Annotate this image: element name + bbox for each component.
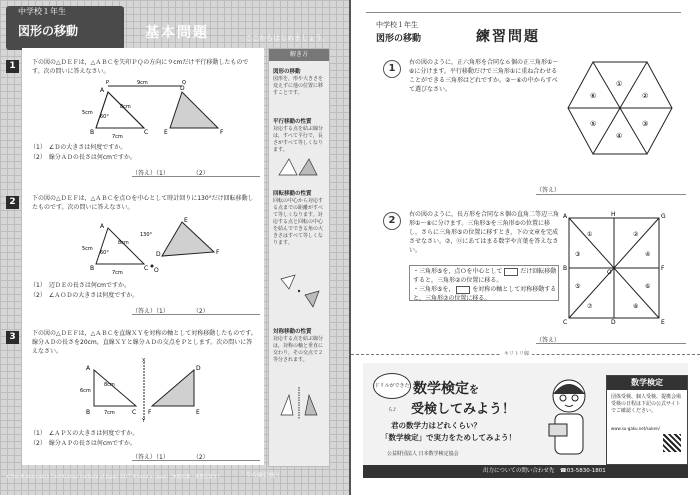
svg-text:8cm: 8cm xyxy=(120,104,131,110)
question-1-answer[interactable]: （答え）（1） （2） xyxy=(132,170,209,177)
svg-text:8cm: 8cm xyxy=(118,240,129,246)
advert-headline-particle: を xyxy=(469,385,479,396)
question-number-1: 1 xyxy=(6,60,19,73)
svg-text:6cm: 6cm xyxy=(80,388,91,394)
svg-text:C: C xyxy=(144,265,149,272)
svg-text:A: A xyxy=(100,87,105,94)
rectangle-figure xyxy=(563,212,669,324)
question-2-sub-1: （1） 辺ＤＥの長さは何cmですか。 xyxy=(30,282,130,289)
right-grade: 中学校１年生 xyxy=(376,21,418,29)
advert-headline-brand xyxy=(413,378,479,398)
question-2-answer-line xyxy=(132,314,260,315)
svg-text:C: C xyxy=(144,129,149,136)
svg-text:D: D xyxy=(196,365,201,372)
svg-text:5cm: 5cm xyxy=(82,246,93,252)
practice-number-2: 2 xyxy=(383,212,401,230)
svg-text:⑤: ⑤ xyxy=(575,283,581,290)
hexagon-figure xyxy=(566,60,674,156)
blank-box-rotation[interactable] xyxy=(504,268,518,276)
svg-text:D: D xyxy=(156,251,161,258)
hint-body-reflection: 対応する点を結ぶ線分は，対称の軸と垂直に交わり，その交点で２等分されます。 xyxy=(273,336,324,363)
svg-text:C: C xyxy=(132,409,137,416)
reflection-hint-figure xyxy=(275,385,323,421)
section-title-practice: 練習問題 xyxy=(476,29,540,45)
continue-note: うら面に続く xyxy=(245,472,282,479)
svg-text:D: D xyxy=(180,85,185,92)
advert-contact: 出力についての問い合わせ先 ☎03-5830-1801 xyxy=(483,468,606,474)
svg-text:60°: 60° xyxy=(100,114,109,120)
svg-text:⑦: ⑦ xyxy=(587,303,593,310)
svg-text:②: ② xyxy=(633,231,639,238)
advert-url[interactable]: www.su-gaku.net/suken/ xyxy=(611,426,660,431)
svg-text:④: ④ xyxy=(616,132,623,140)
practice-2-text: 右の図のように，長方形を合同な８個の直角二等辺三角形①〜⑧に分けます。三角形③を三角形⑤の位置に移し，さらに三角形⑤の位置に移すとき，下の文章を完成させなさい。⑦，⓪にあてはまる数字や言葉を答えなさい。 xyxy=(409,211,560,254)
hint-title-reflection: 対称移動の性質 xyxy=(273,329,312,335)
translation-figure xyxy=(82,80,242,140)
hint-sidebar xyxy=(268,48,330,467)
svg-text:E: E xyxy=(164,129,168,136)
svg-text:P: P xyxy=(106,80,110,86)
suken-brand-bar: 数学検定 xyxy=(607,376,687,390)
section-title-basic: 基本問題 xyxy=(145,25,209,41)
svg-text:E: E xyxy=(661,319,665,326)
svg-text:⑤: ⑤ xyxy=(590,120,597,128)
fill-in-reflection-tail: を対称の軸として対称移動すると，三角形⑦の位置に移る。 xyxy=(413,286,557,302)
advert-sub-1: 君の数学力はどれくらい？ xyxy=(391,421,481,430)
practice-number-1: 1 xyxy=(383,60,401,78)
svg-text:X: X xyxy=(142,358,146,364)
hint-title-translation: 平行移動の性質 xyxy=(273,119,312,125)
hint-body-translation: 対応する点を結ぶ線分は，すべて平行で，長さがすべて等しくなります。 xyxy=(273,126,324,153)
copyright-footer: ©The Mathematics Certification Institute of Japan 2017 Printed in Japan（無断転載・複製を禁ず） xyxy=(6,475,222,480)
problem-paper xyxy=(9,48,264,465)
svg-text:①: ① xyxy=(587,231,593,238)
svg-text:O: O xyxy=(154,267,159,274)
mascot-illustration xyxy=(541,372,597,460)
svg-text:E: E xyxy=(196,409,200,416)
svg-text:B: B xyxy=(90,129,95,136)
hint-title-rotation: 回転移動の性質 xyxy=(273,191,312,197)
svg-text:②: ② xyxy=(642,92,649,100)
advert-headline-2: 受検してみよう！ xyxy=(411,402,516,417)
svg-text:C: C xyxy=(563,319,568,326)
practice-2-answer-line xyxy=(536,343,686,344)
svg-text:7cm: 7cm xyxy=(104,410,115,416)
svg-text:Q: Q xyxy=(182,80,186,86)
practice-1-answer-line xyxy=(536,194,686,195)
svg-text:④: ④ xyxy=(645,251,651,258)
svg-text:③: ③ xyxy=(575,251,581,258)
svg-text:F: F xyxy=(148,409,152,416)
blank-box-reflection[interactable] xyxy=(456,286,470,294)
right-unit-title: 図形の移動 xyxy=(376,34,422,44)
svg-text:F: F xyxy=(661,265,665,272)
svg-text:G: G xyxy=(661,213,666,220)
question-3-answer-line xyxy=(132,460,260,461)
svg-text:7cm: 7cm xyxy=(112,270,123,276)
svg-text:130°: 130° xyxy=(140,232,153,238)
practice-1-text: 右の図のように，正六角形を合同な６個の正三角形①〜⑥に分けます。平行移動だけで三角形①に重ね合わせることができる三角形はどれですか。②〜⑥の中からすべて選びなさい。 xyxy=(409,59,559,93)
advert-footer xyxy=(363,465,688,478)
question-3-text: 下の図の△ＤＥＦは，△ＡＢＣを直線ＸＹを対称の軸として対称移動したものです。線分ＡＤの長さを20cm，直線ＸＹと線分ＡＤの交点をＰとします。次の問いに答えなさい。 xyxy=(32,330,257,355)
question-3-answer[interactable]: （答え）（1） （2） xyxy=(132,454,209,461)
svg-text:O: O xyxy=(607,269,612,276)
svg-text:①: ① xyxy=(616,80,623,88)
svg-text:⑥: ⑥ xyxy=(590,92,597,100)
question-1-sub-2: （2） 線分ＡＤの長さは何cmですか。 xyxy=(30,154,136,161)
svg-text:D: D xyxy=(611,319,616,326)
svg-text:B: B xyxy=(86,409,91,416)
svg-text:E: E xyxy=(184,217,188,224)
advert-info-box xyxy=(606,375,688,465)
svg-text:⑧: ⑧ xyxy=(633,303,639,310)
svg-text:A: A xyxy=(563,213,568,220)
cut-line-label: キリトリ線 xyxy=(501,350,532,357)
svg-text:7cm: 7cm xyxy=(112,134,123,140)
svg-text:9cm: 9cm xyxy=(137,80,148,86)
svg-text:⑥: ⑥ xyxy=(645,283,651,290)
left-unit-title: 図形の移動 xyxy=(18,24,79,38)
practice-2-answer[interactable]: （答え） xyxy=(536,337,561,344)
question-1-sub-1: （1） ∠Ｄの大きさは何度ですか。 xyxy=(30,144,127,151)
svg-text:B: B xyxy=(90,265,95,272)
svg-text:Y: Y xyxy=(142,418,146,424)
svg-text:8cm: 8cm xyxy=(104,382,115,388)
fill-in-rotation-text: ・三角形⑤を，点Ｏを中心として xyxy=(413,268,503,275)
hint-body-rotation: 回転の中心から対応する点までの距離がすべて等しくなります。対応する点と回転の中心を結んでできる角の大きさはすべて等しくなります。 xyxy=(273,198,324,246)
question-1-text: 下の図の△ＤＥＦは，△ＡＢＣを矢印ＰＱの方向に９cmだけ平行移動したものです。次の問いに答えなさい。 xyxy=(32,59,249,75)
svg-text:A: A xyxy=(86,365,91,372)
advert-box-text: 団体受検、個人受検、提携会場受検の日程は下記の公式サイトでご確認ください。 xyxy=(611,394,682,414)
fill-in-reflection-text: ・三角形⑤を， xyxy=(413,286,455,293)
right-page xyxy=(351,0,700,495)
practice-1-answer[interactable]: （答え） xyxy=(536,187,561,194)
question-2-sub-2: （2） ∠ＡＯＤの大きさは何度ですか。 xyxy=(30,292,139,299)
advert-bubble: ドリルができたら♪ xyxy=(373,373,411,399)
svg-text:H: H xyxy=(611,211,616,218)
hint-header: 解き方 xyxy=(269,49,329,61)
question-number-3: 3 xyxy=(6,331,19,344)
svg-text:A: A xyxy=(100,223,105,230)
hint-body-movement: 図形を，形や大きさを変えずに他の位置に移すことです。 xyxy=(273,76,324,96)
question-3-sub-1: （1） ∠ＡＰＸの大きさは何度ですか。 xyxy=(30,430,139,437)
svg-text:5cm: 5cm xyxy=(82,110,93,116)
advert-headline-brand-text: 数学検定 xyxy=(413,381,469,397)
question-2-answer[interactable]: （答え）（1） （2） xyxy=(132,308,209,315)
fill-in-reflection xyxy=(413,285,557,303)
advert-sub-2: 「数学検定」で実力をためしてみよう！ xyxy=(381,433,516,442)
left-grade: 中学校１年生 xyxy=(18,7,66,16)
question-2-text: 下の図の△ＤＥＦは，△ＡＢＣを点Ｏを中心として時計回りに130°だけ回転移動したものです。次の問いに答えなさい。 xyxy=(32,195,254,211)
rotation-hint-figure xyxy=(275,271,323,311)
svg-text:F: F xyxy=(220,129,224,136)
reflection-figure xyxy=(82,360,242,422)
fill-in-rotation xyxy=(413,267,557,285)
question-3-sub-2: （2） 線分ＡＰの長さは何cmですか。 xyxy=(30,440,136,447)
svg-text:F: F xyxy=(216,249,220,256)
svg-text:③: ③ xyxy=(642,120,649,128)
start-note: ここからはじめましょう。 xyxy=(245,34,329,42)
svg-text:B: B xyxy=(563,265,568,272)
translation-hint-figure xyxy=(275,155,323,179)
hint-title-movement: 図形の移動 xyxy=(273,69,301,75)
advert-org: 公益財団法人 日本数学検定協会 xyxy=(387,451,459,457)
qr-code-icon[interactable] xyxy=(663,434,681,452)
question-number-2: 2 xyxy=(6,196,19,209)
svg-text:60°: 60° xyxy=(100,250,109,256)
fill-in-rotation-tail: だけ回転移動すると，三角形②の位置に移る。 xyxy=(413,268,557,284)
question-1-answer-line xyxy=(132,176,260,177)
left-page xyxy=(0,0,349,495)
rotation-figure xyxy=(82,216,242,276)
